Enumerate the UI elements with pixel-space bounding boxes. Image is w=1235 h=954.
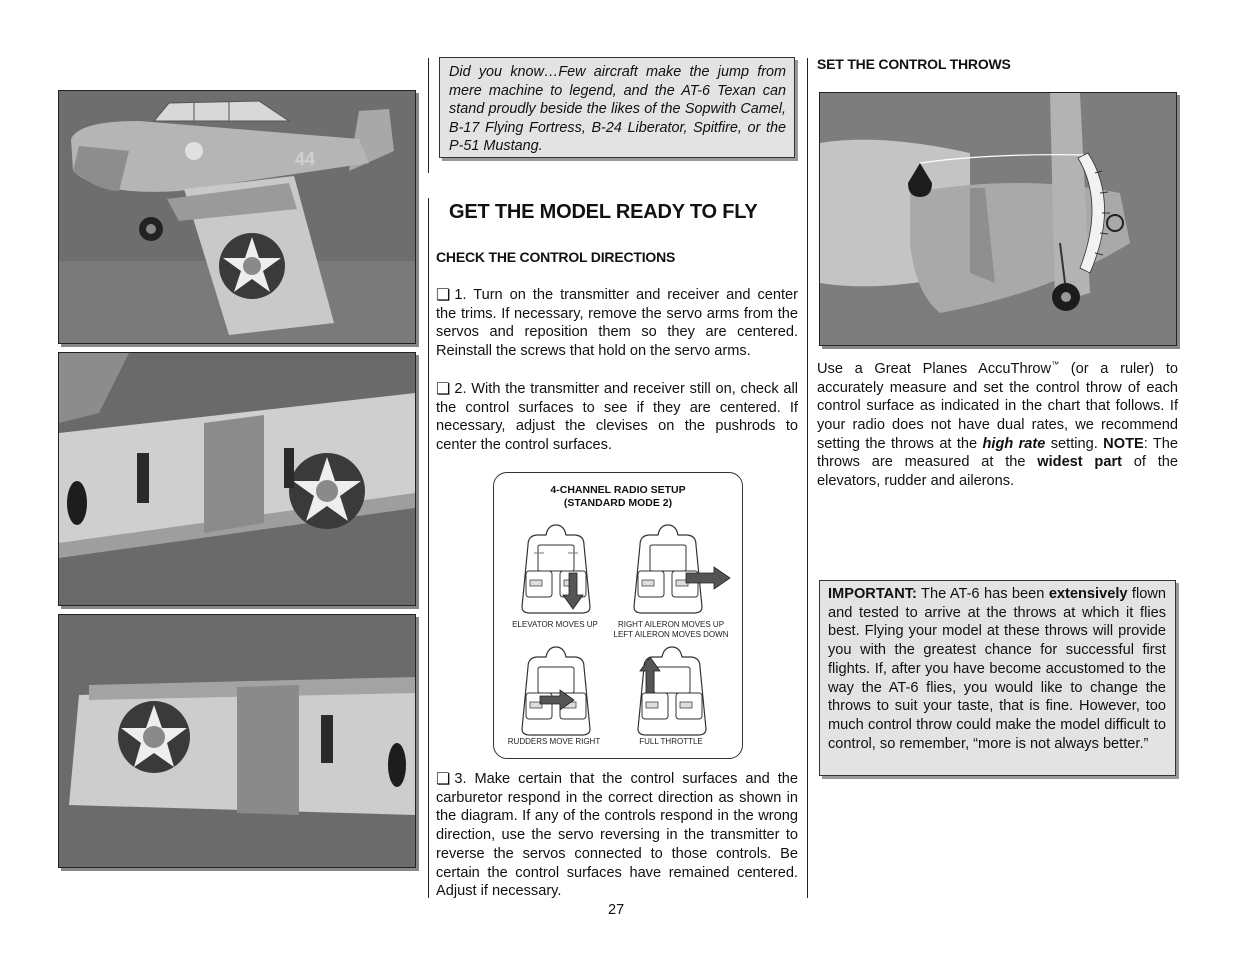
- caption-throttle: FULL THROTTLE: [639, 737, 703, 746]
- caption-aileron-line1: RIGHT AILERON MOVES UP: [617, 620, 725, 629]
- throws-text-3: setting.: [1045, 435, 1104, 452]
- page-number: 27: [608, 902, 625, 918]
- radio-setup-diagram: [493, 472, 743, 759]
- checkbox-icon[interactable]: ❏: [436, 771, 451, 788]
- throws-text-4: : The throws are measured at the: [817, 435, 1179, 471]
- checkbox-icon[interactable]: ❏: [436, 381, 451, 398]
- throws-text-1: Use a Great Planes AccuThrow: [817, 360, 1052, 377]
- transmitter-elevator-icon: [516, 523, 596, 615]
- column-divider-right: [807, 58, 808, 898]
- control-throws-paragraph: [817, 356, 1178, 491]
- widest-part-emphasis: widest part: [1037, 454, 1122, 471]
- step-3: [436, 770, 798, 901]
- photo-accuthrow-measurement: [819, 92, 1177, 346]
- step-2: [436, 380, 798, 455]
- step-1: [436, 286, 798, 361]
- photo-wing-bottom-left: [58, 614, 416, 868]
- high-rate-emphasis: high rate: [982, 435, 1046, 452]
- column-divider-left-lower: [428, 198, 429, 898]
- photo-wing-bottom-right: [58, 352, 416, 606]
- section-heading-control-throws: SET THE CONTROL THROWS: [817, 56, 1011, 72]
- important-text-1: The AT-6 has been: [916, 586, 1049, 602]
- diagram-title-line1: 4-CHANNEL RADIO SETUP: [550, 484, 686, 496]
- caption-aileron-line2: LEFT AILERON MOVES DOWN: [613, 630, 729, 639]
- step-3-text: 3. Make certain that the control surfaces and the carburetor respond in the correct direction as shown in the diagram. If any of the controls respond in the wrong direction, use the servo reversing in the transmitter to reverse the servos connected to those controls. Be certain the control surfaces have remained centered. Adjust if necessary.: [436, 771, 798, 900]
- caption-elevator: ELEVATOR MOVES UP: [512, 620, 598, 629]
- did-you-know-text: Did you know…Few aircraft make the jump from mere machine to legend, and the AT-6 Texan can stand proudly beside the likes of the Sopwith Camel, B-17 Flying Fortress, B-24 Liberator, Spitfire, or the P-51 Mustang.: [449, 64, 786, 155]
- page-title: GET THE MODEL READY TO FLY: [449, 201, 758, 223]
- throws-text-5: of the elevators, rudder and ailerons.: [817, 454, 1178, 490]
- column-divider-left: [428, 58, 429, 173]
- important-text-2: flown and tested to arrive at the throws at which it flies best. Flying your model at these throws will provide you with the greatest chance for successful first flights. If, after you have become accustomed to the way the AT-6 flies, you would like to change the throws to suit your taste, that is fine. However, too much control throw could make the model difficult to control, so remember, “more is not always better.”: [828, 586, 1167, 752]
- transmitter-aileron-icon: [628, 523, 734, 615]
- step-2-text: 2. With the transmitter and receiver still on, check all the control surfaces to see if they are centered. If necessary, adjust the clevises on the pushrods to center the control surfaces.: [436, 381, 798, 454]
- trademark-symbol: ™: [1051, 360, 1060, 369]
- photo-airplane-overview: [58, 90, 416, 344]
- fuselage-number: 44: [295, 149, 316, 169]
- step-1-text: 1. Turn on the transmitter and receiver and center the trims. If necessary, remove the servo arms from the servos and reposition them so they are centered. Reinstall the screws that hold on the servo arms.: [436, 287, 798, 360]
- transmitter-rudder-icon: [516, 645, 596, 737]
- section-heading-control-directions: CHECK THE CONTROL DIRECTIONS: [436, 249, 676, 265]
- important-note: [819, 580, 1176, 776]
- checkbox-icon[interactable]: ❏: [436, 287, 451, 304]
- diagram-title-line2: (STANDARD MODE 2): [563, 497, 673, 509]
- throws-text-2: (or a ruler) to accurately measure and set the control throw of each control surface as indicated in the chart that follows. If your radio does not have dual rates, we recommend setting the throws at the: [817, 360, 1178, 452]
- transmitter-throttle-icon: [632, 645, 712, 737]
- caption-rudder: RUDDERS MOVE RIGHT: [507, 737, 601, 746]
- did-you-know-note: [439, 57, 795, 158]
- extensively-emphasis: extensively: [1048, 586, 1128, 602]
- important-label: IMPORTANT:: [828, 586, 917, 602]
- note-label: NOTE: [1103, 435, 1144, 452]
